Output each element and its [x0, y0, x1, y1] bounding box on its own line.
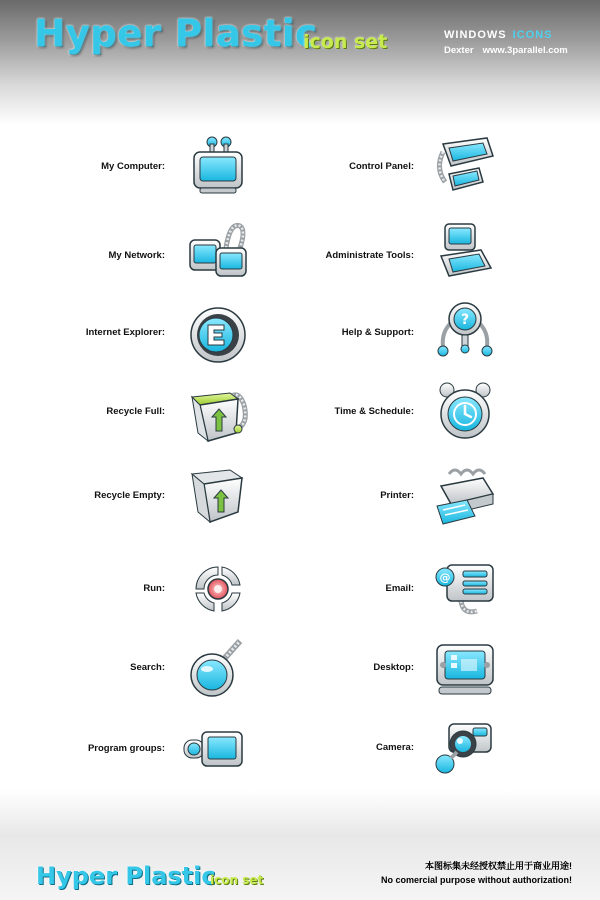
label-my-network: My Network: [108, 250, 165, 261]
label-printer: Printer: [380, 490, 414, 501]
icons-label: ICONS [512, 29, 553, 41]
help-support-icon[interactable] [433, 297, 497, 361]
camera-icon[interactable] [433, 716, 497, 780]
notice-english: No comercial purpose without authorization! [380, 875, 572, 885]
label-program-groups: Program groups: [87, 743, 165, 754]
label-internet-explorer: Internet Explorer: [85, 327, 165, 338]
notice-chinese: 本图标集未经授权禁止用于商业用途! [425, 861, 572, 871]
website-link[interactable]: www.3parallel.com [482, 45, 568, 56]
label-search: Search: [130, 662, 165, 673]
time-schedule-icon[interactable] [433, 380, 497, 444]
svg-text:@: @ [439, 571, 451, 584]
label-time-schedule: Time & Schedule: [334, 406, 414, 417]
svg-text:?: ? [460, 312, 470, 328]
label-run: Run: [143, 583, 165, 594]
desktop-icon[interactable] [433, 637, 497, 701]
author-name: Dexter [444, 45, 474, 56]
printer-icon[interactable] [433, 464, 497, 528]
label-camera: Camera: [375, 742, 414, 753]
email-icon[interactable] [433, 557, 497, 621]
label-recycle-empty: Recycle Empty: [94, 490, 165, 501]
label-administrate-tools: Administrate Tools: [325, 250, 414, 261]
label-desktop: Desktop: [373, 662, 414, 673]
label-email: Email: [385, 583, 414, 594]
footer-title: Hyper Plastic [36, 862, 216, 890]
windows-label: WINDOWS [444, 29, 507, 41]
label-my-computer: My Computer: [101, 161, 165, 172]
header-credits [444, 29, 568, 56]
label-help-support: Help & Support: [341, 327, 414, 338]
page-title: Hyper Plastic [34, 12, 318, 55]
footer-subtitle: icon set [210, 873, 264, 887]
label-recycle-full: Recycle Full: [106, 406, 165, 417]
footer-notice [381, 859, 572, 885]
page-subtitle: icon set [303, 31, 388, 53]
control-panel-icon[interactable] [433, 134, 497, 198]
administrate-tools-icon[interactable] [433, 218, 497, 282]
label-control-panel: Control Panel: [349, 161, 414, 172]
program-groups-icon[interactable] [182, 716, 246, 780]
